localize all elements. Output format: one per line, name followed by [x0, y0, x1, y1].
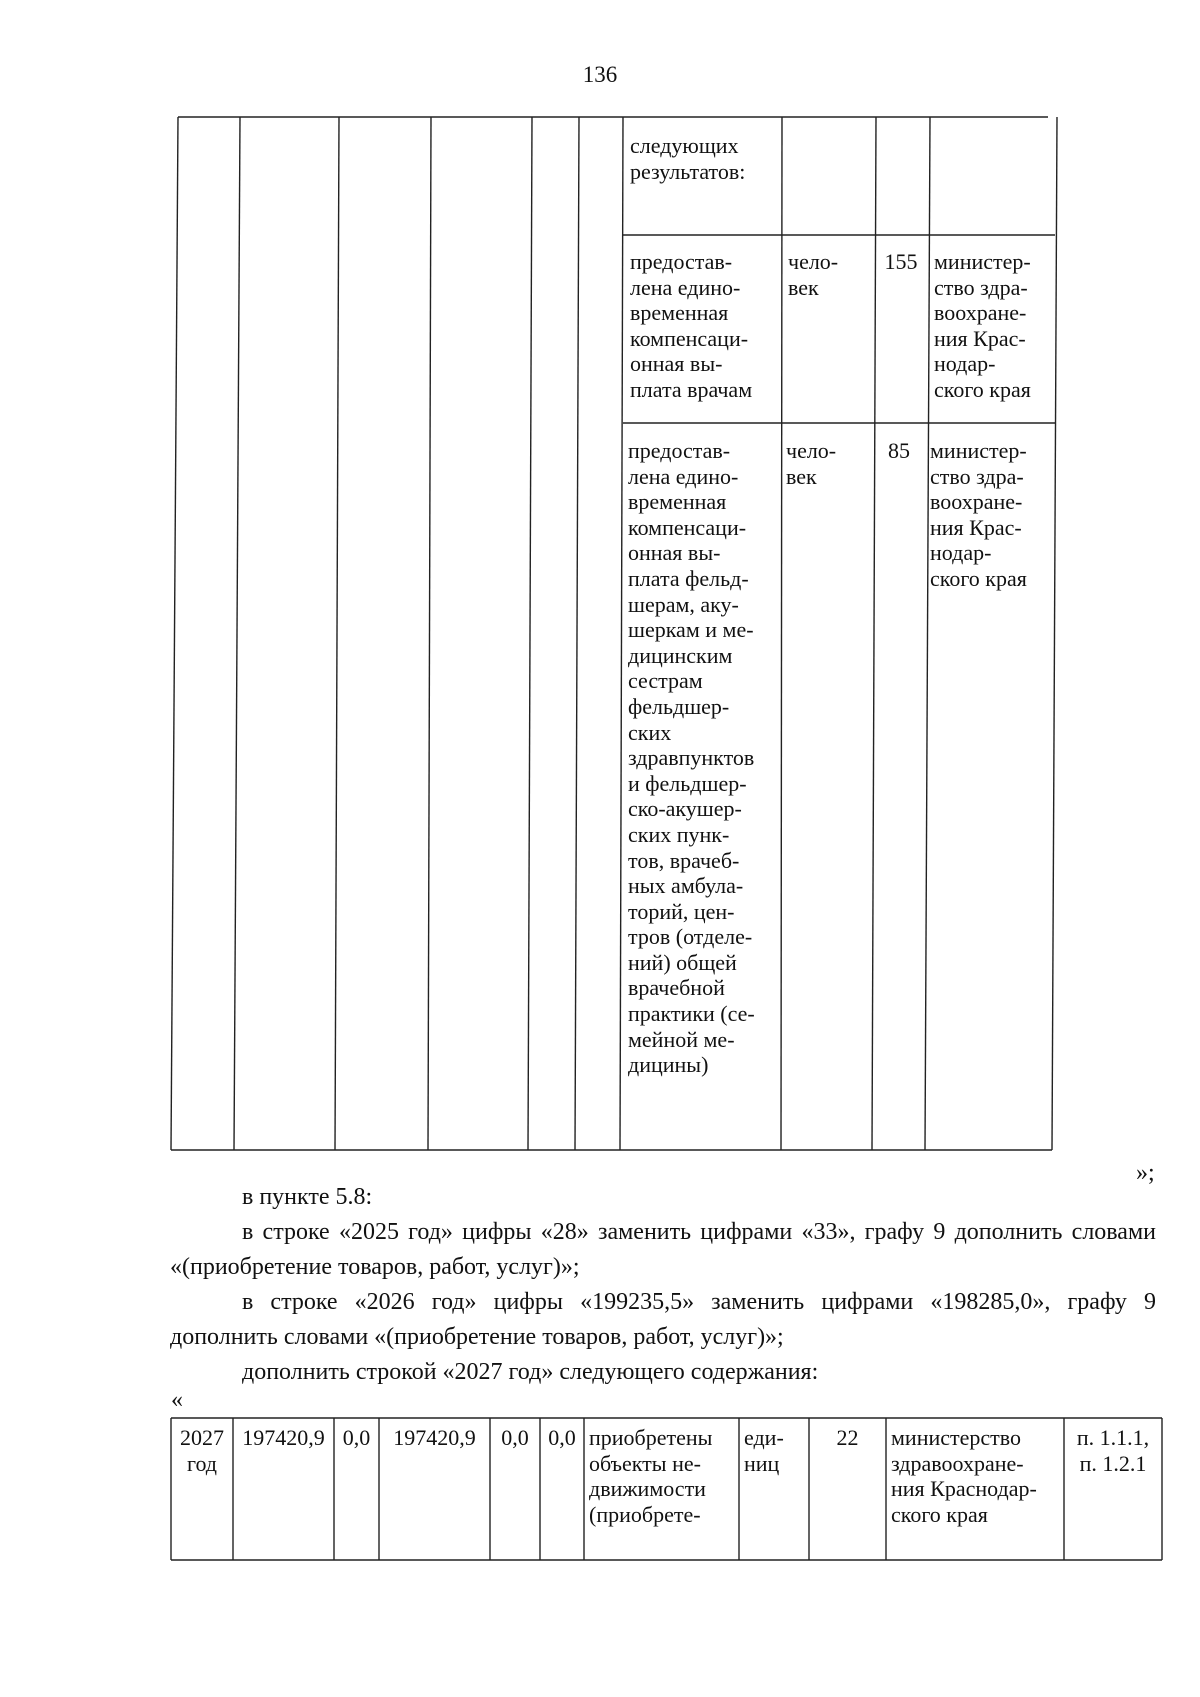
row3-value-cell: 85 [888, 438, 910, 463]
cell-line: плата фельд- [628, 565, 749, 591]
value-cell-1: 0,0 [342, 1425, 371, 1450]
cell-line: министер- [930, 438, 1027, 463]
opening-quote: « [171, 1387, 183, 1413]
cell-line: ство здра- [930, 463, 1024, 489]
year-cell [171, 1425, 233, 1476]
cell-line: шеркам и ме- [628, 617, 754, 643]
reference-cell [1064, 1425, 1162, 1476]
row3-text-cell [628, 438, 755, 1078]
cell-line: и фельдшер- [628, 770, 747, 796]
row1-text-cell [630, 133, 745, 184]
cell-line: ского края [934, 376, 1031, 402]
cell-line: компенсаци- [628, 514, 747, 540]
cell-line: здравпунктов [628, 745, 755, 771]
total-cell: 197420,9 [242, 1425, 325, 1450]
paragraph-p1: в пункте 5.8: [242, 1184, 373, 1210]
cell-line: приобретены [589, 1425, 713, 1450]
cell-line: ниц [744, 1450, 780, 1476]
row2-executor-cell [934, 249, 1031, 403]
cell-line: (приобрете- [589, 1501, 701, 1527]
cell-line: ных амбула- [628, 873, 744, 899]
cell-line: чело- [788, 249, 839, 274]
cell-line: воохране- [930, 489, 1023, 515]
row3-unit-cell [786, 438, 836, 489]
cell-line: мейной ме- [628, 1026, 735, 1052]
page-number: 136 [582, 62, 618, 87]
cell-line: временная [630, 300, 729, 326]
cell-line: 2027 [180, 1425, 224, 1450]
executor-cell [891, 1425, 1037, 1527]
closing-quote: »; [1136, 1160, 1155, 1186]
cell-line: фельдшер- [628, 693, 730, 719]
cell-line: ния Крас- [934, 325, 1026, 351]
cell-line: результатов: [630, 158, 746, 184]
value-cell-4: 0,0 [548, 1425, 576, 1450]
cell-line: век [788, 274, 819, 300]
cell-line: временная [628, 489, 727, 515]
paragraph-p3 [170, 1285, 1156, 1355]
cell-line: год [186, 1450, 218, 1476]
cell-line: еди- [744, 1425, 784, 1450]
cell-line: плата врачам [630, 376, 753, 402]
cell-line: дицинским [628, 642, 733, 668]
cell-line: п. 1.1.1, [1076, 1425, 1150, 1450]
paragraph-p4: дополнить строкой «2027 год» следующего содержания: [242, 1359, 819, 1385]
row2-value-cell: 155 [884, 249, 918, 274]
cell-line: ния Крас- [930, 514, 1022, 540]
cell-line: следующих [630, 133, 739, 158]
result-cell [589, 1425, 712, 1527]
cell-line: чело- [786, 438, 837, 463]
value-cell-2: 197420,9 [393, 1425, 476, 1450]
cell-line: ско-акушер- [628, 796, 742, 822]
cell-line: здравоохране- [891, 1450, 1024, 1476]
cell-line: ского края [891, 1501, 988, 1527]
unit-cell [744, 1425, 784, 1476]
cell-line: век [786, 463, 817, 489]
value-cell-3: 0,0 [501, 1425, 529, 1450]
cell-line: врачебной [628, 975, 725, 1001]
cell-line: нодар- [930, 540, 992, 566]
cell-line: предостав- [628, 438, 731, 463]
cell-line: ний) общей [628, 949, 737, 975]
cell-line: ство здра- [934, 274, 1028, 300]
paragraph-text: в строке «2025 год» цифры «28» заменить цифрами «33», графу 9 дополнить словами «(приобретение товаров, работ, услуг)»; [170, 1219, 1156, 1280]
cell-line: сестрам [628, 668, 703, 694]
cell-line: предостав- [630, 249, 733, 274]
cell-line: онная вы- [630, 351, 723, 377]
cell-line: дицины) [628, 1052, 709, 1078]
cell-line: лена едино- [628, 463, 739, 489]
row2-text-cell [630, 249, 752, 403]
cell-line: практики (се- [628, 1001, 755, 1027]
paragraph-text: в строке «2026 год» цифры «199235,5» заменить цифрами «198285,0», графу 9 дополнить словами «(приобретение товаров, работ, услуг)»; [170, 1289, 1156, 1350]
row2-unit-cell [788, 249, 838, 300]
cell-line: ских [628, 719, 672, 745]
cell-line: ских пунк- [628, 821, 730, 847]
cell-line: онная вы- [628, 540, 721, 566]
cell-line: тров (отделе- [628, 924, 753, 950]
cell-line: торий, цен- [628, 898, 735, 924]
cell-line: министер- [934, 249, 1031, 274]
cell-line: министерство [891, 1425, 1022, 1450]
cell-line: ского края [930, 565, 1027, 591]
cell-line: нодар- [934, 351, 996, 377]
cell-line: компенсаци- [630, 325, 749, 351]
cell-line: ния Краснодар- [891, 1476, 1037, 1502]
count-cell: 22 [836, 1425, 859, 1450]
paragraph-p2 [170, 1215, 1156, 1285]
cell-line: шерам, аку- [628, 591, 739, 617]
cell-line: лена едино- [630, 274, 741, 300]
cell-line: тов, врачеб- [628, 847, 740, 873]
row3-executor-cell [930, 438, 1027, 592]
cell-line: объекты не- [589, 1450, 701, 1476]
cell-line: движимости [589, 1476, 706, 1502]
cell-line: п. 1.2.1 [1079, 1450, 1147, 1476]
cell-line: воохране- [934, 300, 1027, 326]
